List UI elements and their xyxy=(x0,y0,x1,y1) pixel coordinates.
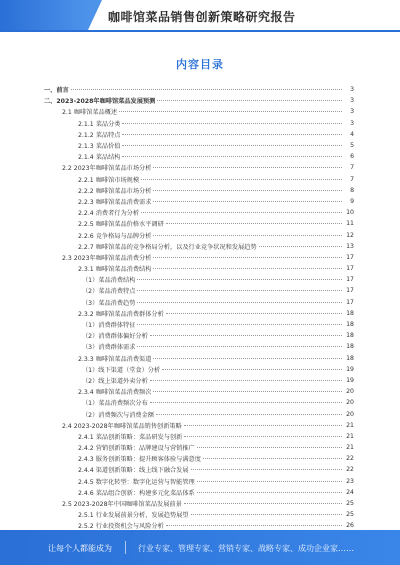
toc-entry[interactable] xyxy=(44,397,354,408)
toc-entry[interactable] xyxy=(44,95,354,106)
toc-entry-label: （3）消费群体需求 xyxy=(82,344,136,352)
toc-entry-page: 25 xyxy=(346,500,354,508)
toc-entry-page: 13 xyxy=(346,242,354,250)
toc-entry-page: 12 xyxy=(346,231,354,239)
toc-entry-page: 17 xyxy=(346,265,354,273)
toc-leader-dots xyxy=(153,268,342,269)
toc-leader-dots xyxy=(137,346,342,347)
toc-leader-dots xyxy=(119,111,342,112)
toc-entry-label: 2.3.2 咖啡馆菜品消费群体分析 xyxy=(78,310,164,318)
toc-entry[interactable] xyxy=(44,464,354,475)
toc-entry-label: 2.2 2023年咖啡馆菜品市场分析 xyxy=(62,165,152,173)
toc-entry-label: 2.3.3 咖啡馆菜品消费渠道 xyxy=(78,355,152,363)
toc-entry-label: （2）菜品消费特点 xyxy=(82,288,136,296)
header-accent-bar xyxy=(0,0,88,30)
toc-entry[interactable] xyxy=(44,118,354,129)
toc-entry[interactable] xyxy=(44,263,354,274)
toc-entry-label: 2.5.2 行业投资机会与风险分析 xyxy=(78,523,164,531)
toc-entry-label: （2）消费群体偏好分析 xyxy=(82,333,148,341)
toc-leader-dots xyxy=(122,134,342,135)
toc-leader-dots xyxy=(153,358,342,359)
toc-entry-page: 21 xyxy=(346,421,354,429)
toc-leader-dots xyxy=(157,100,342,101)
toc-entry[interactable] xyxy=(44,375,354,386)
toc-entry-label: （2）消费频次与消费金额 xyxy=(82,411,154,419)
footer-slogan-right: 行业专家、管理专家、营销专家、战略专家、成功企业家…… xyxy=(138,544,354,553)
toc-entry-label: （1）消费群体特征 xyxy=(82,322,136,330)
toc-entry[interactable] xyxy=(44,84,354,95)
table-of-contents xyxy=(44,84,354,532)
toc-leader-dots xyxy=(150,380,342,381)
toc-leader-dots xyxy=(141,179,342,180)
toc-entry-label: 2.4.1 菜品创新策略：菜品研发与创新 xyxy=(78,433,183,441)
toc-entry-label: 2.4.3 服务创新策略：提升顾客体验与满意度 xyxy=(78,456,201,464)
toc-entry[interactable] xyxy=(44,218,354,229)
toc-leader-dots xyxy=(137,290,342,291)
toc-entry-page: 6 xyxy=(350,153,354,161)
toc-entry-page: 3 xyxy=(350,86,354,94)
toc-entry[interactable] xyxy=(44,431,354,442)
toc-entry[interactable] xyxy=(44,319,354,330)
toc-leader-dots xyxy=(203,458,342,459)
toc-leader-dots xyxy=(197,447,342,448)
toc-entry-page: 17 xyxy=(346,287,354,295)
toc-entry[interactable] xyxy=(44,285,354,296)
toc-entry[interactable] xyxy=(44,207,354,218)
toc-entry-page: 18 xyxy=(346,343,354,351)
toc-entry[interactable] xyxy=(44,386,354,397)
toc-entry-page: 18 xyxy=(346,321,354,329)
toc-entry-page: 3 xyxy=(350,119,354,127)
toc-leader-dots xyxy=(184,425,342,426)
toc-entry-page: 3 xyxy=(350,97,354,105)
toc-entry[interactable] xyxy=(44,442,354,453)
toc-entry[interactable] xyxy=(44,364,354,375)
toc-entry-label: 二、2023-2028年咖啡馆菜品发展预测 xyxy=(44,98,156,106)
toc-entry-page: 20 xyxy=(346,399,354,407)
toc-leader-dots xyxy=(137,324,342,325)
toc-leader-dots xyxy=(150,335,342,336)
toc-entry-page: 18 xyxy=(346,309,354,317)
toc-entry-page: 17 xyxy=(346,276,354,284)
toc-heading: 内容目录 xyxy=(176,58,224,71)
toc-entry[interactable] xyxy=(44,453,354,464)
toc-leader-dots xyxy=(122,145,342,146)
toc-leader-dots xyxy=(166,525,342,526)
toc-entry-page: 17 xyxy=(346,253,354,261)
toc-leader-dots xyxy=(197,492,342,493)
toc-leader-dots xyxy=(122,156,342,157)
toc-entry-label: 2.2.2 咖啡馆菜品市场分析 xyxy=(78,187,152,195)
toc-entry-page: 23 xyxy=(346,477,354,485)
toc-entry-page: 7 xyxy=(350,175,354,183)
footer-banner xyxy=(0,530,400,565)
toc-leader-dots xyxy=(137,279,342,280)
toc-entry[interactable] xyxy=(44,129,354,140)
toc-entry-page: 7 xyxy=(350,164,354,172)
toc-entry[interactable] xyxy=(44,487,354,498)
toc-entry-page: 5 xyxy=(350,142,354,150)
toc-entry-label: （1）线下渠道（堂食）分析 xyxy=(82,366,161,374)
toc-entry-page: 22 xyxy=(346,466,354,474)
toc-entry[interactable] xyxy=(44,106,354,117)
toc-entry-page: 26 xyxy=(346,522,354,530)
toc-leader-dots xyxy=(153,190,342,191)
toc-entry-page: 25 xyxy=(346,511,354,519)
toc-leader-dots xyxy=(184,503,342,504)
toc-entry[interactable] xyxy=(44,185,354,196)
toc-entry-label: 2.1.1 菜品分类 xyxy=(78,120,121,128)
toc-leader-dots xyxy=(166,223,342,224)
toc-entry-page: 18 xyxy=(346,354,354,362)
toc-entry-page: 17 xyxy=(346,298,354,306)
toc-entry[interactable] xyxy=(44,229,354,240)
toc-leader-dots xyxy=(122,123,342,124)
toc-entry[interactable] xyxy=(44,353,354,364)
toc-leader-dots xyxy=(153,391,342,392)
toc-entry-label: 2.1.2 菜品特点 xyxy=(78,131,121,139)
toc-entry-label: 2.1.3 菜品价值 xyxy=(78,143,121,151)
toc-entry[interactable] xyxy=(44,241,354,252)
toc-entry-page: 24 xyxy=(346,488,354,496)
toc-entry-label: （2）线上渠道外卖分析 xyxy=(82,377,148,385)
toc-entry[interactable] xyxy=(44,476,354,487)
toc-entry[interactable] xyxy=(44,174,354,185)
toc-entry-page: 3 xyxy=(350,108,354,116)
toc-entry-page: 4 xyxy=(350,130,354,138)
toc-entry[interactable] xyxy=(44,140,354,151)
toc-leader-dots xyxy=(162,369,342,370)
toc-entry-label: （1）菜品消费频次分布 xyxy=(82,400,148,408)
toc-leader-dots xyxy=(153,201,342,202)
toc-entry-page: 9 xyxy=(350,197,354,205)
toc-entry[interactable] xyxy=(44,297,354,308)
toc-entry-label: 2.2.7 咖啡馆菜品的竞争格局分析，以及行业竞争状况和发展趋势 xyxy=(78,243,257,251)
toc-entry-label: 2.1 咖啡馆菜品概述 xyxy=(62,109,118,117)
toc-entry-label: 2.2.1 咖啡馆市场规模 xyxy=(78,176,140,184)
toc-leader-dots xyxy=(153,257,342,258)
toc-entry[interactable] xyxy=(44,408,354,419)
toc-entry-label: 2.5.1 行业发展前景分析，发展趋势展望 xyxy=(78,512,189,520)
toc-entry-page: 22 xyxy=(346,455,354,463)
header-divider xyxy=(0,30,400,32)
toc-leader-dots xyxy=(137,302,342,303)
toc-entry-label: 2.4 2023-2028年咖啡馆菜品销售创新策略 xyxy=(62,422,182,430)
toc-entry-page: 21 xyxy=(346,444,354,452)
toc-entry[interactable] xyxy=(44,274,354,285)
toc-leader-dots xyxy=(156,414,342,415)
toc-entry[interactable] xyxy=(44,151,354,162)
toc-leader-dots xyxy=(71,89,342,90)
toc-entry[interactable] xyxy=(44,196,354,207)
toc-entry-page: 19 xyxy=(346,376,354,384)
toc-entry[interactable] xyxy=(44,498,354,509)
toc-entry-label: 2.3.1 咖啡馆菜品消费结构 xyxy=(78,266,152,274)
toc-entry[interactable] xyxy=(44,341,354,352)
toc-entry[interactable] xyxy=(44,330,354,341)
toc-entry[interactable] xyxy=(44,509,354,520)
toc-entry[interactable] xyxy=(44,420,354,431)
toc-entry-label: 2.4.2 营销创新策略：品牌建设与营销推广 xyxy=(78,445,195,453)
report-title: 咖啡馆菜品销售创新策略研究报告 xyxy=(108,10,296,24)
toc-entry-label: 2.4.5 数字化转型：数字化运营与智能管理 xyxy=(78,478,195,486)
toc-leader-dots xyxy=(153,235,342,236)
toc-entry-label: 2.2.3 咖啡馆菜品消费需求 xyxy=(78,198,152,206)
toc-entry-label: 2.5 2023-2028年中国咖啡馆菜品发展前景 xyxy=(62,501,182,509)
toc-leader-dots xyxy=(191,514,342,515)
toc-entry[interactable] xyxy=(44,162,354,173)
report-header xyxy=(0,0,400,30)
toc-entry-page: 18 xyxy=(346,332,354,340)
footer-slogan-left: 让每个人都能成为 xyxy=(48,544,112,553)
toc-entry-label: 2.2.5 咖啡馆菜品价格水平调研 xyxy=(78,221,164,229)
toc-leader-dots xyxy=(197,481,342,482)
toc-entry-label: 2.1.4 菜品结构 xyxy=(78,154,121,162)
toc-entry-label: （3）菜品消费趋势 xyxy=(82,299,136,307)
toc-leader-dots xyxy=(153,167,342,168)
toc-entry-page: 10 xyxy=(346,209,354,217)
toc-leader-dots xyxy=(150,402,342,403)
toc-leader-dots xyxy=(141,212,342,213)
toc-entry-page: 21 xyxy=(346,432,354,440)
toc-leader-dots xyxy=(259,246,342,247)
toc-entry[interactable] xyxy=(44,252,354,263)
toc-entry-label: 2.3 2023年咖啡馆菜品消费分析 xyxy=(62,254,152,262)
toc-entry-label: 一、前言 xyxy=(44,87,69,95)
toc-entry-page: 20 xyxy=(346,410,354,418)
toc-leader-dots xyxy=(184,436,342,437)
toc-entry-page: 8 xyxy=(350,186,354,194)
toc-entry-page: 20 xyxy=(346,388,354,396)
toc-entry-label: 2.4.6 菜品组合创新：构建多元化菜品体系 xyxy=(78,489,195,497)
toc-leader-dots xyxy=(166,313,342,314)
toc-entry-label: 2.4.4 渠道创新策略：线上线下融合发展 xyxy=(78,467,189,475)
toc-entry-page: 19 xyxy=(346,365,354,373)
toc-entry-label: 2.2.4 消费者行为分析 xyxy=(78,210,140,218)
toc-entry[interactable] xyxy=(44,308,354,319)
toc-leader-dots xyxy=(191,469,342,470)
footer-divider xyxy=(125,541,126,554)
toc-entry-label: 2.3.4 咖啡馆菜品消费频次 xyxy=(78,389,152,397)
toc-entry-label: （1）菜品消费结构 xyxy=(82,277,136,285)
toc-entry-label: 2.2.6 竞争格局与品牌分析 xyxy=(78,232,152,240)
toc-entry-page: 11 xyxy=(346,220,354,228)
